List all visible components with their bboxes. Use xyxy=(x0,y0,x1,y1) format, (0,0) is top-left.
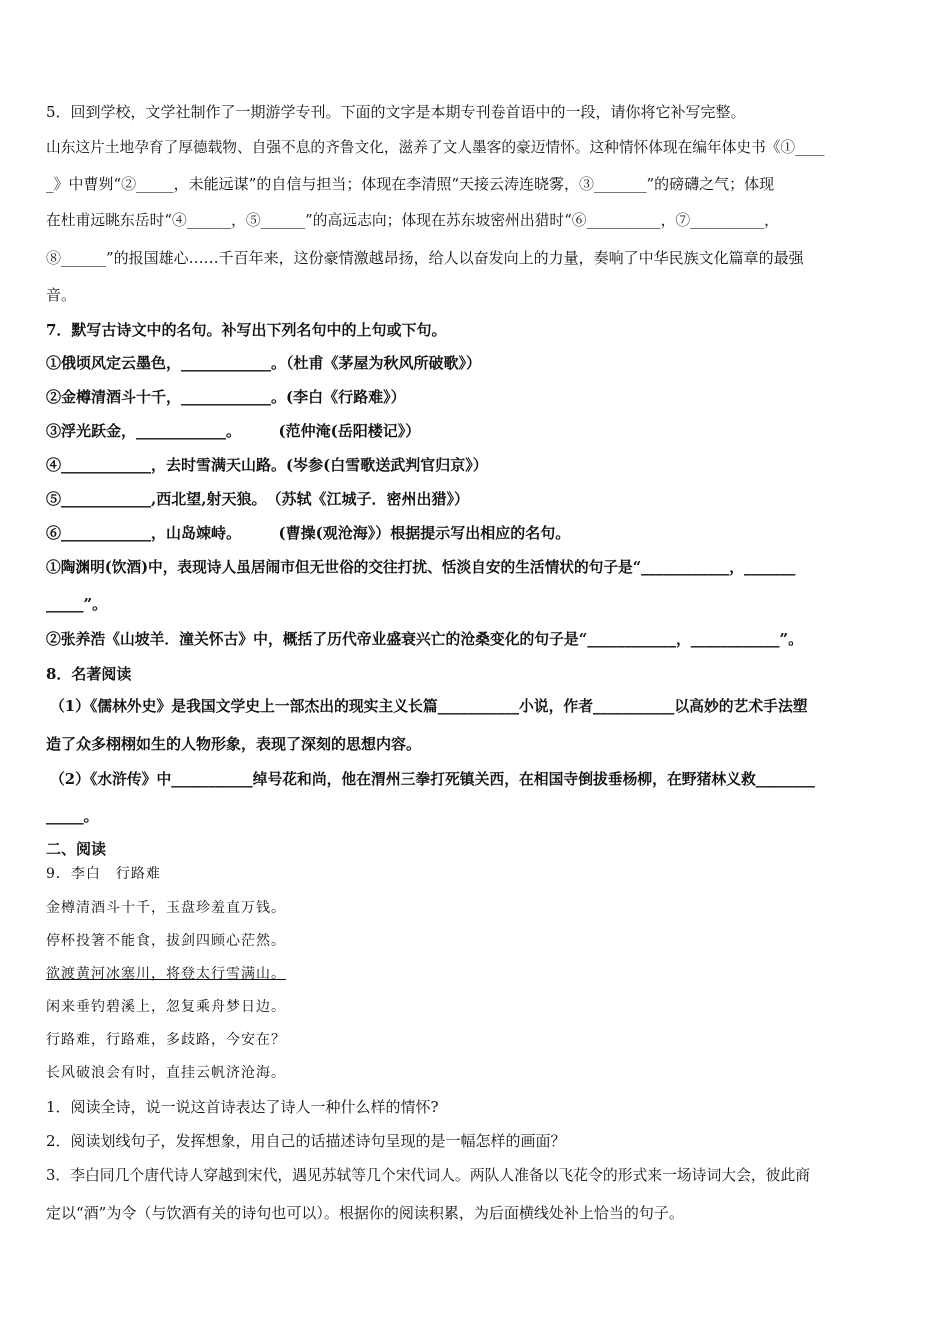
q9-question-3-cont: 定以“酒”为令（与饮酒有关的诗句也可以）。根据你的阅读积累，为后面横线处补上恰当的句子。 xyxy=(46,1204,684,1222)
q7-item-3: ③浮光跃金，____________。 (范仲淹(岳阳楼记》） xyxy=(46,422,421,440)
q5-line-5: 音。 xyxy=(46,286,77,304)
q5-title: 5．回到学校，文学社制作了一期游学专刊。下面的文字是本期专刊卷首语中的一段，请你将它补写完整。 xyxy=(46,103,746,121)
q7-sub-1-cont: _____”。 xyxy=(46,595,108,613)
q8-item-1: （1）《儒林外史》是我国文学史上一部杰出的现实主义长篇___________小说，作者___________以高妙的艺术手法塑 xyxy=(50,698,808,715)
poem-line-3-underlined xyxy=(46,964,906,984)
q5-line-3: 在杜甫远眺东岳时“④______，⑤______”的高远志向；体现在苏东坡密州出猎时“⑥__________，⑦__________， xyxy=(46,212,779,229)
q5-line-4: ⑧______”的报国雄心……千百年来，这份豪情激越昂扬，给人以奋发向上的力量，奏响了中华民族文化篇章的最强 xyxy=(46,249,804,267)
q5-line-2: _》中曹刿“②_____，未能远谋”的自信与担当；体现在李清照“天接云涛连晓雾，③_______”的磅礴之气；体现 xyxy=(46,175,775,193)
q8-item-1-cont: 造了众多栩栩如生的人物形象，表现了深刻的思想内容。 xyxy=(46,735,422,753)
q8-item-2: （2）《水浒传》中___________绰号花和尚，他在渭州三拳打死镇关西，在相国寺倒拔垂杨柳，在野猪林义救________ xyxy=(50,771,815,788)
q7-item-1: ①俄顷风定云墨色，____________。（杜甫《茅屋为秋风所破歌》） xyxy=(46,354,482,372)
poem-line-4: 闲来垂钓碧溪上，忽复乘舟梦日边。 xyxy=(46,999,286,1015)
q5-line-1: 山东这片土地孕育了厚德载物、自强不息的齐鲁文化，滋养了文人墨客的豪迈情怀。这种情怀体现在编年体史书《①____ xyxy=(46,139,825,156)
q7-item-5: ⑤____________,西北望,射天狼。 （苏轼《江城子．密州出猎》） xyxy=(46,490,469,508)
q9-question-3: 3．李白同几个唐代诗人穿越到宋代，遇见苏轼等几个宋代词人。两队人准备以飞花令的形式来一场诗词大会，彼此商 xyxy=(46,1167,811,1184)
poem-line-1: 金樽清酒斗十千，玉盘珍羞直万钱。 xyxy=(46,900,286,916)
q7-item-4: ④____________，去时雪满天山路。(岑参(白雪歌送武判官归京》） xyxy=(46,456,488,474)
q9-title: 9．李白 行路难 xyxy=(46,866,161,882)
q7-item-2: ②金樽清酒斗十千，____________。(李白《行路难》） xyxy=(46,388,406,406)
underlined-line: 欲渡黄河冰塞川，将登太行雪满山。 xyxy=(46,966,286,982)
q7-title: 7．默写古诗文中的名句。补写出下列名句中的上句或下句。 xyxy=(46,321,447,339)
q7-sub-2: ②张养浩《山坡羊．潼关怀古》中，概括了历代帝业盛衰兴亡的沧桑变化的句子是“____________，____________”。 xyxy=(46,631,803,648)
section-2-heading: 二、阅读 xyxy=(46,840,107,858)
q9-question-1: 1．阅读全诗，说一说这首诗表达了诗人一种什么样的情怀? xyxy=(46,1098,439,1116)
q7-sub-1: ①陶渊明(饮酒)中，表现诗人虽居闹市但无世俗的交往打扰、恬淡自安的生活情状的句子是“____________，_______ xyxy=(46,559,796,576)
poem-line-6: 长风破浪会有时，直挂云帆济沧海。 xyxy=(46,1065,286,1081)
q9-question-2: 2．阅读划线句子，发挥想象，用自己的话描述诗句呈现的是一幅怎样的画面？ xyxy=(46,1132,566,1150)
q7-item-6: ⑥____________，山岛竦峙。 (曹操(观沧海》）根据提示写出相应的名句。 xyxy=(46,524,571,542)
q8-title: 8．名著阅读 xyxy=(46,665,132,683)
poem-line-5: 行路难，行路难，多歧路，今安在？ xyxy=(46,1032,286,1048)
q8-item-2-cont: _____。 xyxy=(46,807,99,825)
poem-line-2: 停杯投箸不能食，拔剑四顾心茫然。 xyxy=(46,933,286,949)
